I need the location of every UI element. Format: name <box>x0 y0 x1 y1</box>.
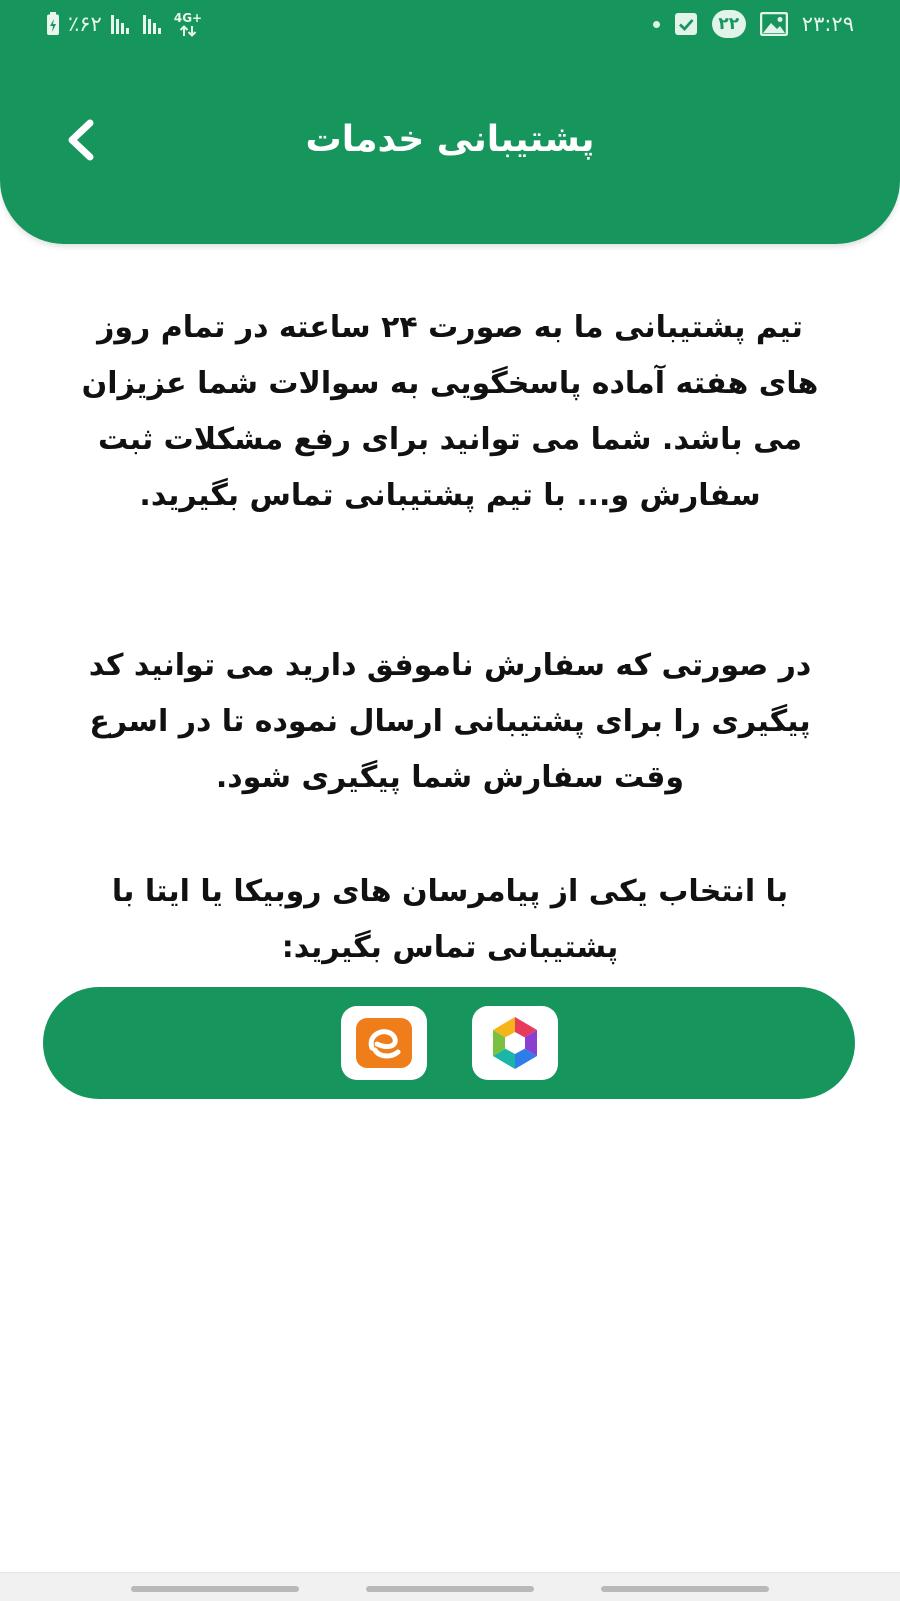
gallery-icon <box>760 12 788 36</box>
system-navigation-bar <box>0 1572 900 1601</box>
battery-percent: ٪۶۲ <box>68 12 102 36</box>
signal-icon <box>142 13 166 35</box>
eitaa-button[interactable] <box>341 1006 427 1080</box>
dot-icon <box>653 21 660 28</box>
back-button[interactable] <box>52 112 108 168</box>
app-header <box>0 0 900 244</box>
rubika-button[interactable] <box>472 1006 558 1080</box>
status-bar-left <box>46 10 202 38</box>
nav-back-handle[interactable] <box>601 1586 769 1592</box>
network-indicator <box>174 12 202 37</box>
eitaa-logo-icon <box>355 1017 413 1069</box>
messenger-prompt-paragraph: با انتخاب یکی از پیامرسان های روبیکا یا ایتا با پشتیبانی تماس بگیرید: <box>111 874 789 965</box>
nav-home-handle[interactable] <box>366 1586 534 1592</box>
task-icon <box>674 12 698 36</box>
chevron-left-icon <box>63 118 97 162</box>
messenger-bar <box>43 987 855 1099</box>
notification-count-badge: ۲۲ <box>712 10 746 38</box>
network-type: 4G+ <box>173 10 203 25</box>
signal-icon <box>110 13 134 35</box>
rubika-logo-icon <box>487 1014 543 1072</box>
status-bar-right <box>653 10 854 38</box>
page-title: پشتیبانی خدمات <box>305 119 595 160</box>
nav-recents-handle[interactable] <box>131 1586 299 1592</box>
failed-order-paragraph: در صورتی که سفارش ناموفق دارید می توانید کد پیگیری را برای پشتیبانی ارسال نموده تا در اسرع وقت سفارش شما پیگیری شود. <box>88 648 812 795</box>
support-intro-paragraph: تیم پشتیبانی ما به صورت ۲۴ ساعته در تمام روز های هفته آماده پاسخگویی به سوالات شما عزیزان می باشد. شما می توانید برای رفع مشکلات ثبت سفارش و... با تیم پشتیبانی تماس بگیرید. <box>81 310 819 513</box>
status-time: ۲۳:۲۹ <box>801 12 854 36</box>
status-bar <box>0 0 900 48</box>
data-arrows-icon <box>177 25 199 37</box>
battery-icon <box>46 12 60 36</box>
